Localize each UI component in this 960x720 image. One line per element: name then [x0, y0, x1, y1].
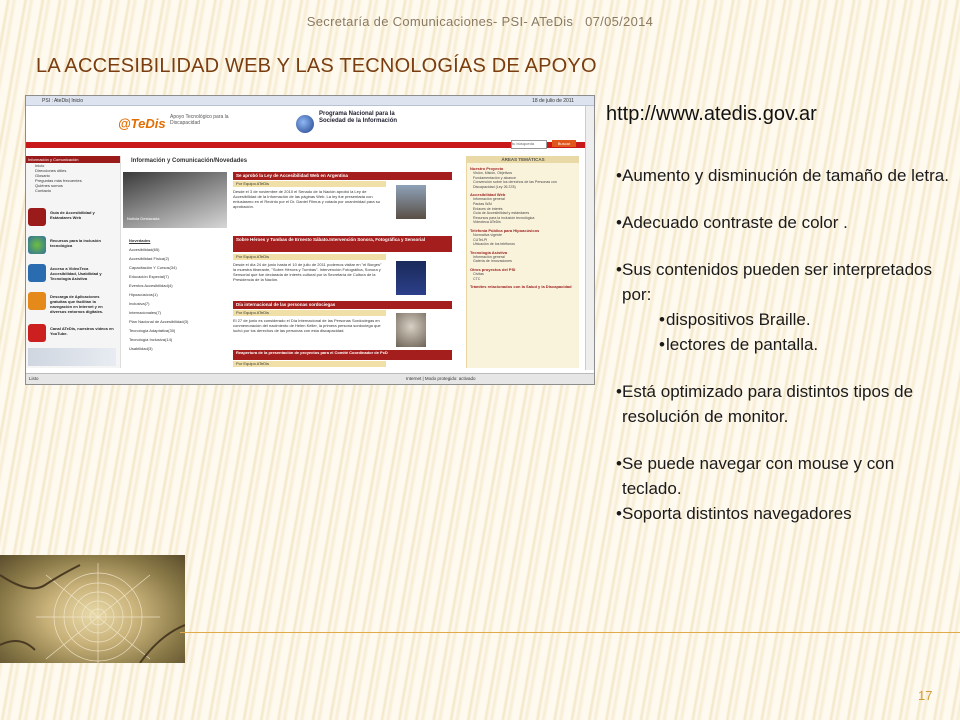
- left-item: Contacto: [35, 188, 52, 193]
- right-item: Enlaces de interés: [473, 206, 503, 211]
- right-section-title: Telefonía Pública para Hipoacúsicos: [470, 227, 540, 233]
- status-right: Internet | Modo protegido: activado: [406, 376, 476, 381]
- news-thumbnail: [395, 184, 427, 220]
- category-item: Tecnología Inclusiva(14): [129, 337, 173, 342]
- right-item: CUTeLPi: [473, 237, 488, 242]
- left-item: Inicio: [35, 163, 45, 168]
- slide-header: [0, 14, 960, 29]
- right-section-title: Tecnología Asistiva: [470, 249, 508, 255]
- news-body: Desde el día 24 de junio hasta el 10 de julio de 2011 podemos visitar en "el Borges" la muestra itinerante, "Sobre Héroes y Tumbas". Intervención Fotográfica, Sonora y Sensorial que fue declarada de interés cultural por la Secretaría de Cultura de la Presidencia de la Nación.: [233, 262, 382, 282]
- right-item: Civitas: [473, 271, 484, 276]
- right-item: Fundamentación y alcance: [473, 175, 516, 180]
- globe-icon: [296, 115, 314, 133]
- site-search-input: tu búsqueda: [511, 140, 547, 149]
- right-item: Ubicación de los teléfonos: [473, 242, 515, 247]
- site-right-sidebar: [466, 156, 579, 368]
- right-item: Normativa vigente: [473, 232, 502, 237]
- site-search-button: Buscar: [552, 140, 576, 147]
- left-item: Glosario: [35, 173, 50, 178]
- browser-address: PSI : AteDis| Inicio: [42, 98, 84, 104]
- left-block-label: Descarga de Aplicaciones gratuitas que facilitan la navegación en Internet y en diversos entornos digitales.: [50, 294, 104, 314]
- sub-bullet-item: • lectores de pantalla.: [666, 332, 957, 357]
- right-item: Guía de Accesibilidad y estándares: [473, 211, 530, 216]
- category-item: Accesibilidad Física(2): [129, 256, 170, 261]
- header-org: Secretaría de Comunicaciones- PSI- ATeDis: [306, 14, 574, 29]
- right-section-title: Trámites relacionados con la Salud y la Discapacidad: [470, 284, 572, 290]
- category-item: Educación Especial(7): [129, 274, 169, 279]
- resources-icon: [28, 236, 46, 254]
- categories-header: Novedades: [129, 238, 151, 243]
- guide-icon: [28, 208, 46, 226]
- left-block-label: Canal ATeDis, nuestros videos en YouTube.: [50, 326, 114, 336]
- right-item: Información general: [473, 197, 505, 202]
- news-title: Se aprobó la Ley de Accesibilidad Web en Argentina: [233, 172, 452, 180]
- right-item: Videoteca ATeDis: [473, 220, 501, 225]
- news-author: Por Equipo ATeDis: [233, 310, 386, 316]
- bullet-item: • Aumento y disminución de tamaño de letra.: [622, 163, 957, 188]
- category-item: Inclusiva(7): [129, 301, 150, 306]
- category-item: Plan Nacional de Accesibilidad(3): [129, 319, 189, 324]
- left-sidebar-header: Información y Comunicación: [26, 156, 120, 163]
- left-block: [28, 236, 116, 258]
- bullet-item: • Se puede navegar con mouse y con teclado.: [622, 451, 957, 501]
- category-item: Tecnología Adaptativa(30): [129, 328, 176, 333]
- video-icon: [28, 264, 46, 282]
- left-block: [28, 208, 116, 230]
- category-item: Accesibilidad(65): [129, 247, 160, 252]
- bullet-list: [622, 163, 957, 526]
- atedis-tagline: Apoyo Tecnológico para la Discapacidad: [170, 114, 229, 126]
- site-navbar: [26, 142, 593, 148]
- bullet-item: • Adecuado contraste de color .: [622, 210, 957, 235]
- left-block-label: Recursos para la inclusión tecnológica: [50, 238, 101, 248]
- right-item: Información general: [473, 254, 505, 259]
- site-header: [26, 106, 593, 142]
- right-section-title: Accesibilidad Web: [470, 192, 506, 198]
- atedis-logo: @TeDis: [118, 116, 166, 131]
- left-block: [28, 264, 116, 286]
- status-left: Listo: [29, 376, 39, 381]
- news-body: Desde el 3 de noviembre de 2010 el Senado de la Nación aprobó la Ley de Accesibilidad de la Información de las páginas Web. La ley fue presentada con entusiasmo en el Recinto por el Dr. Daniel Filmus y votada por unanimidad para su aprobación.: [233, 189, 380, 209]
- left-block-label: Acceso a VideoTeca Accesibilidad, Usabilidad y Tecnología Asistiva: [50, 266, 102, 281]
- site-left-sidebar: [26, 156, 121, 368]
- spider-web-photo: [0, 555, 185, 663]
- news-thumbnail: [395, 260, 427, 296]
- category-item: Hipoacúsicos(1): [129, 292, 158, 297]
- browser-statusbar: [26, 373, 594, 384]
- right-item: Visión, Misión, Objetivos: [473, 171, 513, 175]
- categories-list: [129, 236, 225, 353]
- left-image: [28, 348, 116, 366]
- news-author: Por Equipo ATeDis: [233, 361, 386, 367]
- left-item: Preguntas más frecuentes: [35, 178, 82, 183]
- left-item: Quiénes somos: [35, 183, 63, 188]
- download-icon: [28, 292, 46, 310]
- browser-scrollbar: [585, 106, 594, 370]
- category-item: Internacionales(7): [129, 310, 162, 315]
- right-item: Galería de Innovaciones: [473, 259, 512, 264]
- category-item: Usabilidad(3): [129, 346, 153, 351]
- bullet-item: • Sus contenidos pueden ser interpretados por:: [622, 257, 957, 307]
- website-url[interactable]: http://www.atedis.gov.ar: [606, 103, 817, 125]
- header-date: 07/05/2014: [585, 14, 654, 29]
- browser-titlebar: [26, 96, 594, 106]
- website-screenshot: [25, 95, 595, 385]
- right-item: Recursos para la inclusión tecnológica: [473, 215, 535, 220]
- news-thumbnail: [395, 312, 427, 348]
- category-item: Capacitación Y Cursos(34): [129, 265, 177, 270]
- news-author: Por Equipo ATeDis: [233, 254, 386, 260]
- right-section-title: Otros proyectos del PSI: [470, 266, 516, 272]
- bullet-item: • Está optimizado para distintos tipos de resolución de monitor.: [622, 379, 957, 429]
- news-body: El 27 de junio es considerado el Día Internacional de las Personas Sordociegas en conmemoración del nacimiento de Helen Keller, la primera persona sordociega que luchó por los derechos de las personas con esta discapacidad.: [233, 318, 381, 333]
- spider-web-icon: [0, 555, 185, 663]
- sub-bullet-item: • dispositivos Braille.: [666, 307, 957, 332]
- news-title: Reapertura de la presentación de proyectos para el Comité Coordinador de PcD: [233, 350, 452, 360]
- right-item: Convención sobre los derechos de las Personas con Discapacidad (Ley 26.378): [473, 180, 557, 189]
- featured-news-image: [123, 172, 227, 228]
- site-date: 18 de julio de 2011: [532, 98, 574, 104]
- right-section-title: Nuestro Proyecto: [470, 166, 504, 171]
- right-sidebar-header: ÁREAS TEMÁTICAS: [467, 156, 579, 163]
- footer-divider: [180, 632, 960, 633]
- left-item: Direcciones útiles: [35, 168, 67, 173]
- youtube-icon: [28, 324, 46, 342]
- main-heading: Información y Comunicación/Novedades: [131, 158, 248, 164]
- site-main-content: [123, 156, 453, 368]
- news-author: Por Equipo ATeDis: [233, 181, 386, 187]
- left-block: [28, 324, 116, 346]
- bullet-item: • Soporta distintos navegadores: [622, 501, 957, 526]
- news-title: Sobre Héroes y Tumbas de Ernesto Sábato.Intervención Sonora, Fotográfica y Sensorial: [233, 236, 452, 252]
- slide-title: LA ACCESIBILIDAD WEB Y LAS TECNOLOGÍAS DE APOYO: [36, 55, 597, 77]
- news-title: Día internacional de las personas sordociegas: [233, 301, 452, 309]
- left-block: [28, 292, 116, 320]
- featured-caption: Noticia Destacada: [127, 216, 160, 221]
- right-item: Pautas WAI: [473, 201, 492, 206]
- program-logo: Programa Nacional para la Sociedad de la Información: [319, 111, 398, 124]
- category-item: Eventos Accesibilidad(4): [129, 283, 173, 288]
- page-number: 17: [918, 688, 933, 703]
- right-item: CTC: [473, 276, 481, 281]
- left-block-label: Guía de Accesibilidad y Estándares Web: [50, 210, 95, 220]
